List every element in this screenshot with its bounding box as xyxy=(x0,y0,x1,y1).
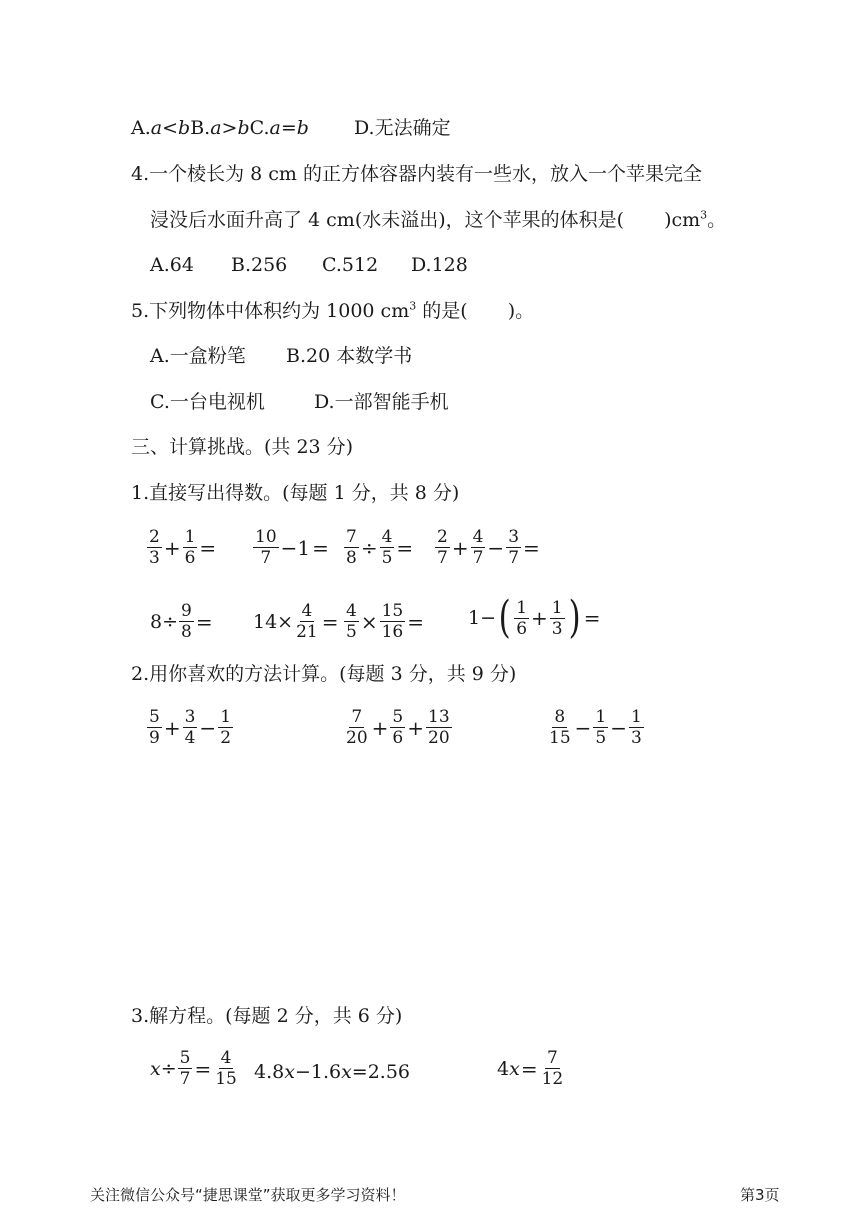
p1-item-7: $\frac{4}{5}$ × $\frac{15}{16}$ = xyxy=(346,601,424,642)
q3-options xyxy=(131,116,309,140)
p1-item-2: $\frac{10}{7}$ −1 = xyxy=(255,527,329,568)
fraction: $\frac{2}{3}$ xyxy=(149,527,160,568)
q4-option-b: B.256 xyxy=(231,254,288,276)
fraction: $\frac{9}{8}$ xyxy=(181,601,192,642)
fraction: $\frac{7}{12}$ xyxy=(541,1048,564,1089)
fraction: $\frac{1}{6}$ xyxy=(516,597,528,639)
fraction: $\frac{5}{9}$ xyxy=(149,707,160,748)
p1-item-1: $\frac{2}{3}$ + $\frac{1}{6}$ = xyxy=(149,527,217,568)
fraction: $\frac{4}{5}$ xyxy=(381,527,393,568)
p1-item-5: 8÷ $\frac{9}{8}$ = xyxy=(150,601,213,642)
fraction: $\frac{3}{7}$ xyxy=(508,527,520,568)
p1-item-3: $\frac{7}{8}$ ÷ $\frac{4}{5}$ = xyxy=(346,527,414,568)
q4-option-a: A.64 xyxy=(150,254,194,276)
p1-item-4: $\frac{2}{7}$ + $\frac{4}{7}$ − $\frac{3}{7}$ = xyxy=(437,527,540,568)
fraction: $\frac{1}{3}$ xyxy=(631,707,642,748)
p1-item-8: 1− ( $\frac{1}{6}$ + $\frac{1}{3}$ ) = xyxy=(468,592,601,643)
q3-option-b: B.a>b xyxy=(190,117,250,139)
p2-item-2: $\frac{7}{20}$ + $\frac{5}{6}$ + $\frac{13}{20}$ xyxy=(346,707,450,748)
fraction: $\frac{5}{6}$ xyxy=(392,707,404,748)
part2-title: 2.用你喜欢的方法计算。(每题 3 分，共 9 分) xyxy=(131,663,517,685)
fraction: $\frac{1}{5}$ xyxy=(595,707,607,748)
q3-option-a: A.a<b xyxy=(131,117,191,139)
fraction: $\frac{13}{20}$ xyxy=(428,707,450,748)
fraction: $\frac{4}{15}$ xyxy=(215,1048,237,1089)
fraction: $\frac{4}{21}$ xyxy=(296,601,318,642)
p2-item-1: $\frac{5}{9}$ + $\frac{3}{4}$ − $\frac{1}{2}$ xyxy=(149,707,232,748)
fraction: $\frac{10}{7}$ xyxy=(255,527,277,568)
p1-item-6: 14× $\frac{4}{21}$ = xyxy=(253,601,339,642)
p2-item-3: $\frac{8}{15}$ − $\frac{1}{5}$ − $\frac{1}{3}$ xyxy=(549,707,642,748)
part3-title: 3.解方程。(每题 2 分，共 6 分) xyxy=(131,1005,403,1027)
p3-item-2: 4.8x−1.6x=2.56 xyxy=(254,1061,411,1083)
q5-option-b: B.20 本数学书 xyxy=(286,345,413,367)
fraction: $\frac{3}{4}$ xyxy=(184,707,196,748)
fraction: $\frac{1}{6}$ xyxy=(184,527,196,568)
q4-option-d: D.128 xyxy=(411,254,468,276)
q4-stem-line1: 4.一个棱长为 8 cm 的正方体容器内装有一些水，放入一个苹果完全 xyxy=(131,163,702,185)
section3-title: 三、计算挑战。(共 23 分) xyxy=(131,436,354,458)
fraction: $\frac{2}{7}$ xyxy=(437,527,448,568)
q4-stem-line2: 浸没后水面升高了 4 cm(水未溢出)，这个苹果的体积是( )$cm^3$。 xyxy=(150,208,727,231)
fraction: $\frac{1}{2}$ xyxy=(220,707,232,748)
fraction: $\frac{7}{8}$ xyxy=(346,527,357,568)
q5-option-a: A.一盒粉笔 xyxy=(150,345,246,367)
fraction: $\frac{8}{15}$ xyxy=(549,707,571,748)
p3-item-1: x ÷ $\frac{5}{7}$ = $\frac{4}{15}$ xyxy=(150,1048,237,1089)
footer-promo: 关注微信公众号“捷思课堂”获取更多学习资料！ xyxy=(90,1186,406,1204)
q5-stem: 5.下列物体中体积约为 1000 $cm^3$ 的是( )。 xyxy=(131,299,535,322)
fraction: $\frac{5}{7}$ xyxy=(179,1048,191,1089)
q3-option-d: D.无法确定 xyxy=(354,117,451,139)
fraction: $\frac{4}{7}$ xyxy=(472,527,484,568)
part1-title: 1.直接写出得数。(每题 1 分，共 8 分) xyxy=(131,482,460,504)
q3-option-c: C.a=b xyxy=(249,117,309,139)
q5-option-d: D.一部智能手机 xyxy=(314,391,449,413)
fraction: $\frac{4}{5}$ xyxy=(346,601,357,642)
fraction: $\frac{7}{20}$ xyxy=(346,707,368,748)
fraction: $\frac{15}{16}$ xyxy=(381,601,404,642)
q5-option-c: C.一台电视机 xyxy=(150,391,265,413)
p3-item-3: 4 x = $\frac{7}{12}$ xyxy=(497,1048,564,1089)
page-number: 第3页 xyxy=(740,1186,780,1204)
q4-option-c: C.512 xyxy=(322,254,379,276)
fraction: $\frac{1}{3}$ xyxy=(551,597,563,639)
